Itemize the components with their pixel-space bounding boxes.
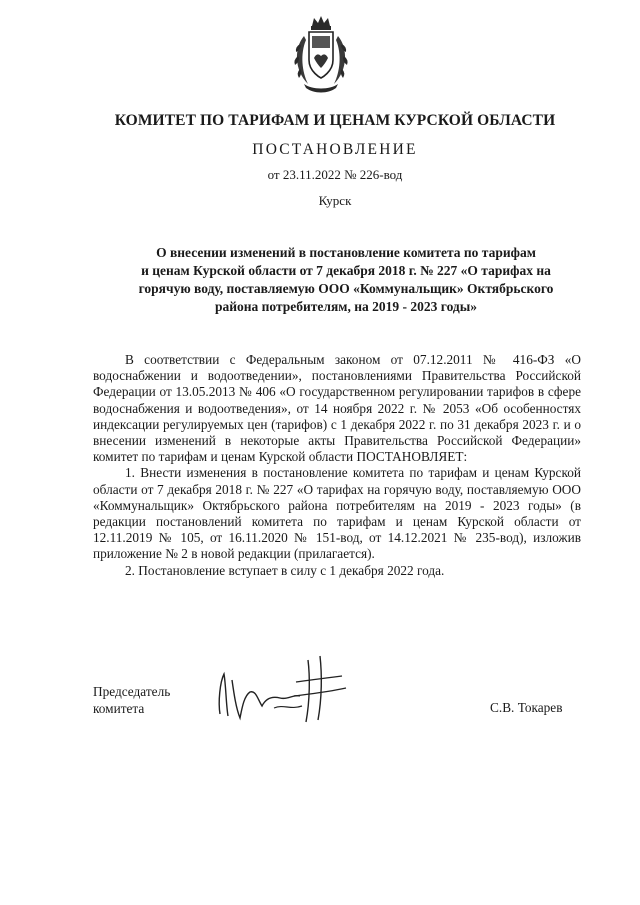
signatory-name: С.В. Токарев <box>490 700 563 715</box>
signatory-position <box>93 683 170 717</box>
document-number-date: от 23.11.2022 № 226-вод <box>267 167 403 182</box>
handwritten-signature <box>210 652 370 724</box>
preamble-paragraph: В соответствии с Федеральным законом от 07.12.2011 № 416-ФЗ «О водоснабжении и водоотведении», постановлениями Правительства Российской Федерации от 13.05.2013 № 406 «О государственном регулировании тарифов в сфере водоснабжения и водоотведения», от 14 ноября 2022 г. № 2053 «Об особенностях индексации регулируемых цен (тарифов) с 1 декабря 2022 г. по 31 декабря 2023 г. и о внесении изменений в некоторые акты Правительства Российской Федерации» комитет по тарифам и ценам Курской области ПОСТАНОВЛЯЕТ: <box>93 352 581 465</box>
committee-heading: КОМИТЕТ ПО ТАРИФАМ И ЦЕНАМ КУРСКОЙ ОБЛАСТИ <box>114 112 556 129</box>
document-type: ПОСТАНОВЛЕНИЕ <box>252 141 418 158</box>
title-line: района потребителям, на 2019 - 2023 годы» <box>214 299 478 314</box>
resolution-body <box>93 352 581 579</box>
coat-of-arms-emblem <box>290 14 352 96</box>
title-line: и ценам Курской области от 7 декабря 2018 г. № 227 «О тарифах на <box>141 263 551 278</box>
title-line: О внесении изменений в постановление комитета по тарифам <box>156 245 536 260</box>
position-line: комитета <box>93 701 145 716</box>
position-line: Председатель <box>93 684 171 699</box>
document-city: Курск <box>318 193 352 208</box>
title-line: горячую воду, поставляемую ООО «Коммунальщик» Октябрьского <box>138 281 554 296</box>
item-1-paragraph: 1. Внести изменения в постановление комитета по тарифам и ценам Курской области от 7 декабря 2018 г. № 227 «О тарифах на горячую воду, поставляемую ООО «Коммунальщик» Октябрьского района потребителям на 2019 - 2023 годы» (в редакции постановлений комитета по тарифам и ценам Курской области от 12.11.2019 № 105, от 16.11.2020 № 151-вод, от 14.12.2021 № 235-вод), изложив приложение № 2 в новой редакции (прилагается). <box>93 465 581 562</box>
resolution-title <box>86 244 606 316</box>
item-2-paragraph: 2. Постановление вступает в силу с 1 декабря 2022 года. <box>125 562 445 578</box>
